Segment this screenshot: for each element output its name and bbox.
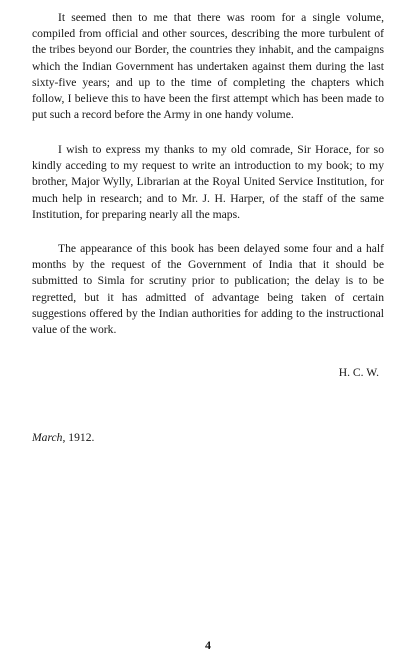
dateline-month: March, <box>32 431 66 444</box>
paragraph-publication-delay: The appearance of this book has been delayed some four and a half months by the request of the Government of India that it should be submitted to Simla for scrutiny prior to publication; the delay is to be regretted, but it has admitted of advantage being taken of certain suggestions offered by the Indian authorities for adding to the instructional value of the work. <box>32 242 384 337</box>
paragraph-turbulent-tribes: It seemed then to me that there was room for a single volume, compiled from official and other sources, describing the more turbulent of the tribes beyond our Border, the countries they inhabit, and the campaigns which the Indian Government has undertaken against them during the last sixty-five years; and up to the time of completing the chapters which follow, I believe this to have been the first attempt which has been made to put such a record before the Army in one handy volume. <box>32 11 384 122</box>
page-number: 4 <box>205 638 211 652</box>
dateline <box>32 430 94 446</box>
paragraph-acknowledgements: I wish to express my thanks to my old comrade, Sir Horace, for so kindly acceding to my request to write an introduction to my book; to my brother, Major Wylly, Librarian at the Royal United Service Institution, for much help in research; and to Mr. J. H. Harper, of the staff of the same Institution, for preparing nearly all the maps. <box>32 143 384 221</box>
dateline-year: 1912. <box>68 431 95 444</box>
author-initials: H. C. W. <box>338 366 379 379</box>
